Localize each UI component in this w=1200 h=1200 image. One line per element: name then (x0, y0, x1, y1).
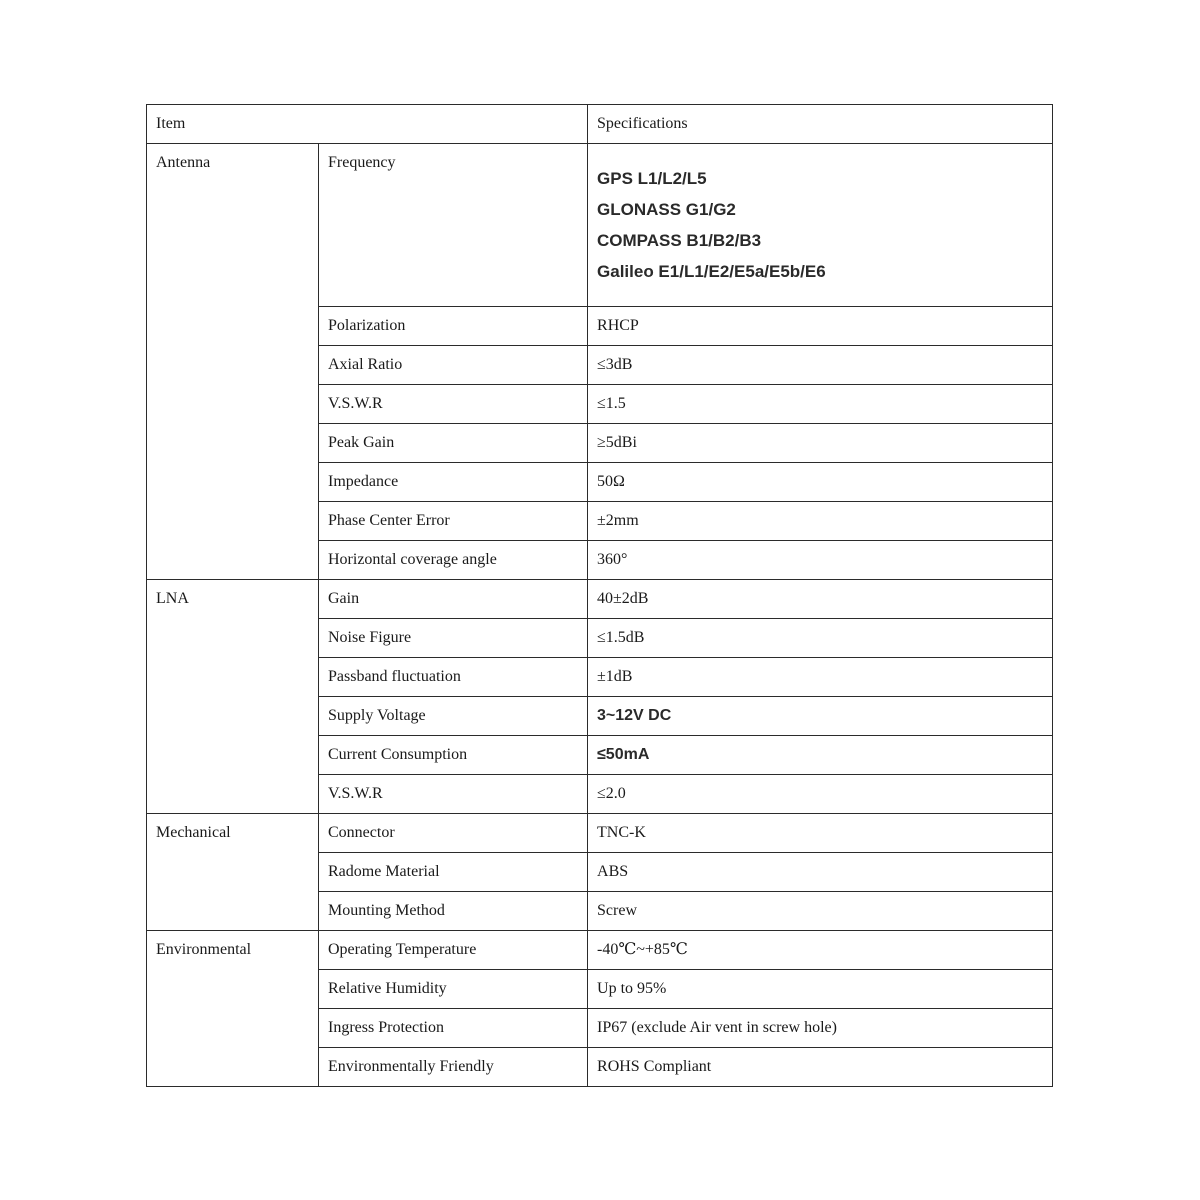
group-mechanical: Mechanical (147, 814, 319, 931)
spec-value: ≤50mA (588, 736, 1053, 775)
param-frequency: Frequency (319, 144, 588, 307)
param-label: Relative Humidity (319, 970, 588, 1009)
spec-table (146, 104, 1053, 1087)
group-environmental: Environmental (147, 931, 319, 1087)
param-label: Connector (319, 814, 588, 853)
spec-value: 360° (588, 541, 1053, 580)
header-row (147, 105, 1053, 144)
param-label: Mounting Method (319, 892, 588, 931)
group-lna: LNA (147, 580, 319, 814)
spec-value: RHCP (588, 307, 1053, 346)
spec-value: ±1dB (588, 658, 1053, 697)
header-specifications: Specifications (588, 105, 1053, 144)
spec-value: Screw (588, 892, 1053, 931)
param-label: Ingress Protection (319, 1009, 588, 1048)
spec-value: ≤2.0 (588, 775, 1053, 814)
param-label: Axial Ratio (319, 346, 588, 385)
param-label: Passband fluctuation (319, 658, 588, 697)
param-label: Gain (319, 580, 588, 619)
frequency-value: COMPASS B1/B2/B3 (597, 231, 762, 250)
spec-value: ≤3dB (588, 346, 1053, 385)
param-label: Polarization (319, 307, 588, 346)
param-label: V.S.W.R (319, 385, 588, 424)
frequency-value: GPS L1/L2/L5 (597, 169, 707, 188)
param-label: Operating Temperature (319, 931, 588, 970)
spec-value: ROHS Compliant (588, 1048, 1053, 1087)
spec-value: TNC-K (588, 814, 1053, 853)
spec-value: -40℃~+85℃ (588, 931, 1053, 970)
table-row (147, 144, 1053, 307)
frequency-values (588, 144, 1053, 307)
spec-value: ≥5dBi (588, 424, 1053, 463)
spec-value: 3~12V DC (588, 697, 1053, 736)
table-row (147, 931, 1053, 970)
param-label: Peak Gain (319, 424, 588, 463)
param-label: Environmentally Friendly (319, 1048, 588, 1087)
param-label: Current Consumption (319, 736, 588, 775)
spec-value: ±2mm (588, 502, 1053, 541)
spec-value: 50Ω (588, 463, 1053, 502)
param-label: Horizontal coverage angle (319, 541, 588, 580)
frequency-value: Galileo E1/L1/E2/E5a/E5b/E6 (597, 262, 826, 281)
spec-value: IP67 (exclude Air vent in screw hole) (588, 1009, 1053, 1048)
param-label: Supply Voltage (319, 697, 588, 736)
param-label: Phase Center Error (319, 502, 588, 541)
param-label: Noise Figure (319, 619, 588, 658)
group-antenna: Antenna (147, 144, 319, 580)
table-row (147, 814, 1053, 853)
param-label: Radome Material (319, 853, 588, 892)
frequency-value: GLONASS G1/G2 (597, 200, 736, 219)
param-label: V.S.W.R (319, 775, 588, 814)
spec-value: ABS (588, 853, 1053, 892)
spec-value: ≤1.5dB (588, 619, 1053, 658)
header-item: Item (147, 105, 588, 144)
spec-value: 40±2dB (588, 580, 1053, 619)
table-row (147, 580, 1053, 619)
param-label: Impedance (319, 463, 588, 502)
spec-value: ≤1.5 (588, 385, 1053, 424)
spec-value: Up to 95% (588, 970, 1053, 1009)
